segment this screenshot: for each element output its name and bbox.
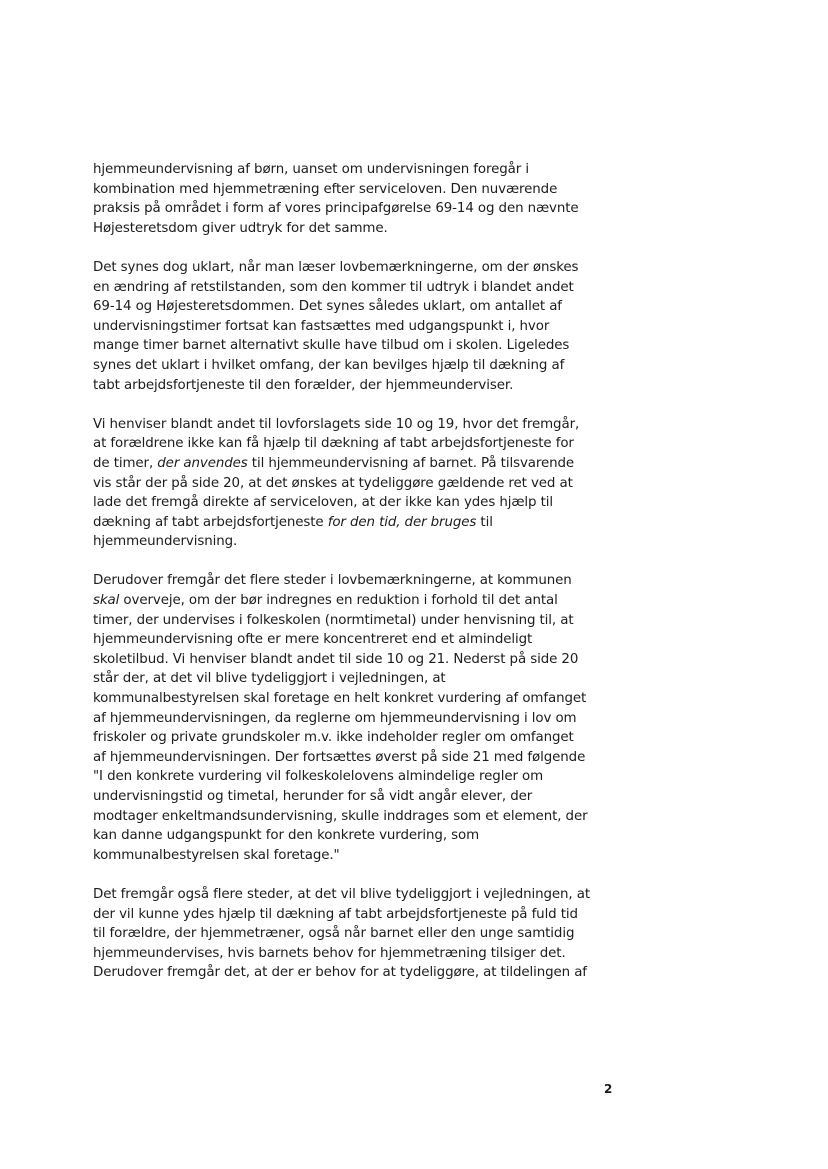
- text-line: [93, 611, 615, 631]
- text-segment: synes det uklart i hvilket omfang, der kan bevilges hjælp til dækning af: [93, 357, 565, 373]
- text-segment: Derudover fremgår det, at der er behov for at tydeliggøre, at tildelingen af: [93, 965, 587, 981]
- text-line: [93, 474, 615, 494]
- text-line: [93, 434, 615, 454]
- text-segment: hjemmeundervisning ofte er mere koncentreret end et almindeligt: [93, 632, 533, 648]
- text-line: [93, 748, 615, 768]
- text-segment: hjemmeundervises, hvis barnets behov for hjemmetræning tilsiger det.: [93, 945, 566, 961]
- text-line: [93, 591, 615, 611]
- text-line: [93, 630, 615, 650]
- text-segment: tabt arbejdsfortjeneste til den forælder, der hjemmeunderviser.: [93, 377, 514, 393]
- text-segment: vis står der på side 20, at det ønskes at tydeliggøre gældende ret ved at: [93, 475, 573, 491]
- text-line: [93, 787, 615, 807]
- text-line: [93, 728, 615, 748]
- text-segment: mange timer barnet alternativt skulle have tilbud om i skolen. Ligeledes: [93, 338, 570, 354]
- text-segment: hjemmeundervisning af børn, uanset om undervisningen foregår i: [93, 162, 529, 177]
- text-line: [93, 669, 615, 689]
- paragraph: [93, 160, 615, 238]
- text-line: [93, 317, 615, 337]
- emphasized-text: for den tid, der bruges: [327, 514, 477, 530]
- text-line: [93, 826, 615, 846]
- text-line: [93, 297, 615, 317]
- text-line: [93, 258, 615, 278]
- text-line: [93, 180, 615, 200]
- page-number: 2: [604, 1082, 613, 1096]
- text-segment: kommunalbestyrelsen skal foretage.": [93, 847, 340, 863]
- text-segment: Højesteretsdom giver udtryk for det samme.: [93, 220, 388, 236]
- text-segment: lade det fremgå direkte af serviceloven, at der ikke kan ydes hjælp til: [93, 495, 553, 511]
- paragraph: [93, 415, 615, 552]
- text-segment: en ændring af retstilstanden, som den kommer til udtryk i blandet andet: [93, 279, 574, 295]
- text-segment: af hjemmeundervisningen, da reglerne om hjemmeundervisning i lov om: [93, 710, 577, 726]
- text-segment: timer, der undervises i folkeskolen (normtimetal) under henvisning til, at: [93, 612, 574, 628]
- text-line: [93, 807, 615, 827]
- text-segment: til hjemmeundervisning af barnet. På tilsvarende: [247, 455, 575, 471]
- paragraph: [93, 258, 615, 395]
- text-segment: undervisningstimer fortsat kan fastsættes med udgangspunkt i, hvor: [93, 318, 550, 334]
- text-line: [93, 219, 615, 239]
- text-segment: kan danne udgangspunkt for den konkrete vurdering, som: [93, 828, 480, 844]
- paragraph: [93, 571, 615, 865]
- text-segment: til forældre, der hjemmetræner, også når barnet eller den unge samtidig: [93, 926, 575, 942]
- text-segment: overveje, om der bør indregnes en reduktion i forhold til det antal: [119, 593, 558, 609]
- text-segment: kombination med hjemmetræning efter serviceloven. Den nuværende: [93, 181, 558, 197]
- body-text: [93, 160, 615, 983]
- text-segment: "I den konkrete vurdering vil folkeskolelovens almindelige regler om: [93, 769, 544, 785]
- text-segment: Det synes dog uklart, når man læser lovbemærkningerne, om der ønskes: [93, 259, 579, 275]
- text-segment: Det fremgår også flere steder, at det vil blive tydeliggjort i vejledningen, at: [93, 886, 590, 902]
- text-line: [93, 278, 615, 298]
- text-line: [93, 571, 615, 591]
- text-line: [93, 376, 615, 396]
- text-line: [93, 454, 615, 474]
- text-segment: til: [476, 514, 493, 530]
- text-line: [93, 493, 615, 513]
- text-segment: kommunalbestyrelsen skal foretage en helt konkret vurdering af omfanget: [93, 691, 587, 707]
- emphasized-text: der anvendes: [157, 455, 248, 471]
- text-line: [93, 944, 615, 964]
- text-segment: friskoler og private grundskoler m.v. ikke indeholder regler om omfanget: [93, 730, 574, 746]
- text-line: [93, 846, 615, 866]
- text-segment: de timer,: [93, 455, 158, 471]
- text-line: [93, 767, 615, 787]
- text-segment: Vi henviser blandt andet til lovforslagets side 10 og 19, hvor det fremgår,: [93, 416, 580, 432]
- text-line: [93, 885, 615, 905]
- emphasized-text: skal: [93, 593, 120, 609]
- text-line: [93, 513, 615, 533]
- paragraph: [93, 885, 615, 983]
- text-line: [93, 650, 615, 670]
- text-segment: Derudover fremgår det flere steder i lovbemærkningerne, at kommunen: [93, 573, 572, 589]
- text-segment: der vil kunne ydes hjælp til dækning af tabt arbejdsfortjeneste på fuld tid: [93, 906, 578, 922]
- text-segment: står der, at det vil blive tydeliggjort i vejledningen, at: [93, 671, 446, 687]
- text-line: [93, 689, 615, 709]
- text-line: [93, 356, 615, 376]
- text-line: [93, 415, 615, 435]
- text-segment: modtager enkeltmandsundervisning, skulle inddrages som et element, der: [93, 808, 588, 824]
- text-line: [93, 709, 615, 729]
- text-segment: dækning af tabt arbejdsfortjeneste: [93, 514, 328, 530]
- text-segment: praksis på området i form af vores principafgørelse 69-14 og den nævnte: [93, 201, 579, 217]
- text-segment: af hjemmeundervisningen. Der fortsættes øverst på side 21 med følgende: [93, 749, 586, 765]
- text-segment: at forældrene ikke kan få hjælp til dækning af tabt arbejdsfortjeneste for: [93, 436, 574, 452]
- text-line: [93, 532, 615, 552]
- text-segment: undervisningstid og timetal, herunder for så vidt angår elever, der: [93, 789, 533, 804]
- text-line: [93, 924, 615, 944]
- text-line: [93, 336, 615, 356]
- text-line: [93, 199, 615, 219]
- text-line: [93, 160, 615, 180]
- text-line: [93, 905, 615, 925]
- text-segment: skoletilbud. Vi henviser blandt andet til side 10 og 21. Nederst på side 20: [93, 651, 579, 667]
- text-segment: 69-14 og Højesteretsdommen. Det synes således uklart, om antallet af: [93, 299, 562, 315]
- text-line: [93, 963, 615, 983]
- text-segment: hjemmeundervisning.: [93, 534, 238, 550]
